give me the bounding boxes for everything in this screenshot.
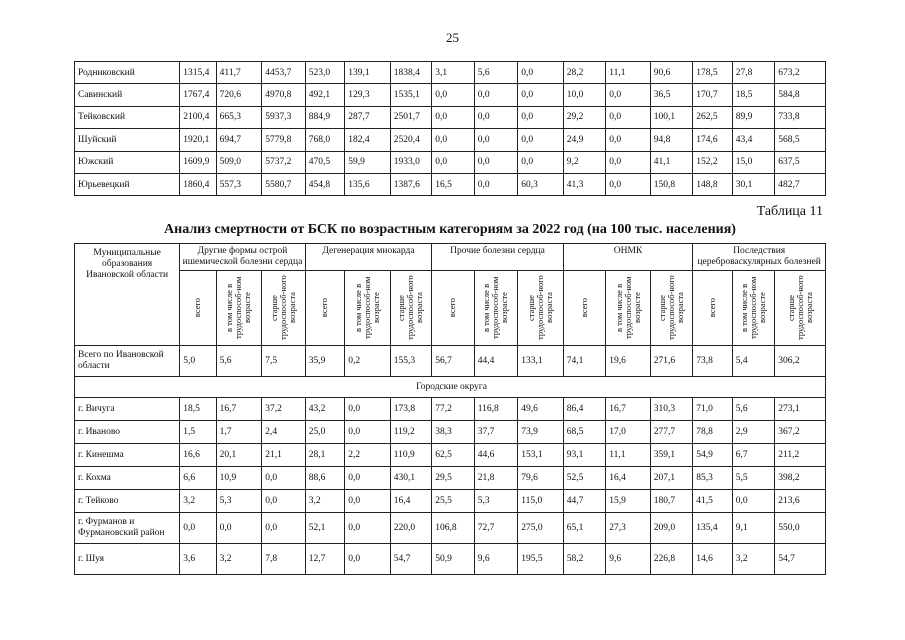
value-cell: 2,4 — [262, 421, 306, 444]
value-cell: 0,0 — [474, 173, 518, 195]
sub-header-cell — [606, 271, 651, 346]
value-cell: 262,5 — [693, 106, 732, 128]
value-cell: 359,1 — [650, 444, 693, 467]
value-cell: 584,8 — [775, 84, 826, 106]
row-name: г. Шуя — [75, 544, 180, 575]
sub-header-label: старше трудоспособ-ного возраста — [268, 275, 297, 341]
group-header-other-heart: Прочие болезни сердца — [432, 244, 564, 271]
value-cell: 0,0 — [216, 513, 262, 544]
total-row — [75, 346, 826, 377]
row-name: г. Кинешма — [75, 444, 180, 467]
value-cell: 3,6 — [180, 544, 216, 575]
value-cell: 148,8 — [693, 173, 732, 195]
value-cell: 7,8 — [262, 544, 306, 575]
value-cell: 275,0 — [518, 513, 564, 544]
value-cell: 174,6 — [693, 129, 732, 151]
sub-header-label: в том числе в трудоспособ-ном возрасте — [613, 276, 642, 340]
value-cell: 74,1 — [563, 346, 606, 377]
sub-header-label: старше трудоспособ-ного возраста — [396, 275, 425, 341]
sub-header-cell — [563, 271, 606, 346]
top-table-row — [75, 62, 826, 84]
sub-header-cell — [432, 271, 475, 346]
value-cell: 41,3 — [563, 173, 606, 195]
value-cell: 79,6 — [518, 467, 564, 490]
value-cell: 306,2 — [775, 346, 826, 377]
value-cell: 0,0 — [518, 106, 564, 128]
value-cell: 56,7 — [432, 346, 475, 377]
value-cell: 1838,4 — [390, 62, 431, 84]
row-name: г. Иваново — [75, 421, 180, 444]
value-cell: 54,7 — [390, 544, 432, 575]
row-name: Всего по Ивановской области — [75, 346, 180, 377]
value-cell: 5779,8 — [262, 129, 306, 151]
value-cell: 78,8 — [693, 421, 732, 444]
value-cell: 21,1 — [262, 444, 306, 467]
value-cell: 41,1 — [650, 151, 693, 173]
value-cell: 93,1 — [563, 444, 606, 467]
value-cell: 411,7 — [216, 62, 262, 84]
value-cell: 492,1 — [305, 84, 344, 106]
value-cell: 16,7 — [216, 398, 262, 421]
value-cell: 106,8 — [432, 513, 475, 544]
value-cell: 90,6 — [650, 62, 693, 84]
group-header-myocardial-degeneration: Дегенерация миокарда — [305, 244, 432, 271]
value-cell: 25,0 — [305, 421, 344, 444]
value-cell: 62,5 — [432, 444, 475, 467]
value-cell: 3,2 — [180, 490, 216, 513]
sub-header-cell — [345, 271, 391, 346]
value-cell: 16,5 — [432, 173, 475, 195]
value-cell: 28,2 — [563, 62, 606, 84]
sub-header-label: в том числе в трудоспособ-ном возрасте — [739, 276, 767, 340]
value-cell: 430,1 — [390, 467, 432, 490]
row-name: Юрьевецкий — [75, 173, 180, 195]
value-cell: 27,3 — [606, 513, 651, 544]
value-cell: 0,0 — [474, 129, 518, 151]
value-cell: 398,2 — [775, 467, 826, 490]
value-cell: 27,8 — [732, 62, 775, 84]
top-table-row — [75, 106, 826, 128]
value-cell: 0,0 — [518, 151, 564, 173]
value-cell: 0,0 — [345, 467, 391, 490]
value-cell: 2,9 — [732, 421, 775, 444]
sub-header-cell — [262, 271, 306, 346]
value-cell: 5,3 — [474, 490, 518, 513]
value-cell: 0,0 — [518, 84, 564, 106]
sub-header-label: в том числе в трудоспособ-ном возрасте — [224, 276, 253, 340]
value-cell: 213,6 — [775, 490, 826, 513]
value-cell: 1609,9 — [180, 151, 216, 173]
row-name: Савинский — [75, 84, 180, 106]
sub-header-cell — [732, 271, 775, 346]
value-cell: 173,8 — [390, 398, 432, 421]
value-cell: 0,0 — [432, 84, 475, 106]
sub-header-cell — [390, 271, 432, 346]
value-cell: 0,0 — [474, 84, 518, 106]
value-cell: 43,4 — [732, 129, 775, 151]
value-cell: 16,7 — [606, 398, 651, 421]
value-cell: 0,0 — [345, 513, 391, 544]
value-cell: 50,9 — [432, 544, 475, 575]
value-cell: 0,0 — [180, 513, 216, 544]
value-cell: 2100,4 — [180, 106, 216, 128]
value-cell: 482,7 — [775, 173, 826, 195]
value-cell: 180,7 — [650, 490, 693, 513]
value-cell: 54,7 — [775, 544, 826, 575]
value-cell: 89,9 — [732, 106, 775, 128]
value-cell: 9,6 — [474, 544, 518, 575]
value-cell: 0,0 — [345, 421, 391, 444]
value-cell: 207,1 — [650, 467, 693, 490]
value-cell: 5,4 — [732, 346, 775, 377]
value-cell: 60,3 — [518, 173, 564, 195]
value-cell: 16,4 — [606, 467, 651, 490]
value-cell: 454,8 — [305, 173, 344, 195]
value-cell: 0,0 — [432, 151, 475, 173]
value-cell: 150,8 — [650, 173, 693, 195]
value-cell: 271,6 — [650, 346, 693, 377]
table-row — [75, 513, 826, 544]
sub-header-cell — [216, 271, 262, 346]
value-cell: 94,8 — [650, 129, 693, 151]
value-cell: 182,4 — [345, 129, 391, 151]
value-cell: 0,0 — [518, 62, 564, 84]
sub-header-label: всего — [579, 298, 590, 318]
value-cell: 470,5 — [305, 151, 344, 173]
value-cell: 0,0 — [262, 513, 306, 544]
sub-header-label: всего — [447, 298, 458, 318]
value-cell: 88,6 — [305, 467, 344, 490]
value-cell: 155,3 — [390, 346, 432, 377]
row-name: Родниковский — [75, 62, 180, 84]
value-cell: 110,9 — [390, 444, 432, 467]
value-cell: 523,0 — [305, 62, 344, 84]
value-cell: 0,0 — [474, 106, 518, 128]
top-table-row — [75, 129, 826, 151]
value-cell: 287,7 — [345, 106, 391, 128]
group-header-acute-ischemic: Другие формы острой ишемической болезни сердца — [180, 244, 306, 271]
value-cell: 18,5 — [180, 398, 216, 421]
value-cell: 21,8 — [474, 467, 518, 490]
value-cell: 44,4 — [474, 346, 518, 377]
value-cell: 0,0 — [432, 106, 475, 128]
sub-header-cell — [305, 271, 344, 346]
value-cell: 1933,0 — [390, 151, 431, 173]
value-cell: 15,0 — [732, 151, 775, 173]
value-cell: 5,6 — [732, 398, 775, 421]
header-row-groups — [75, 244, 826, 271]
value-cell: 4970,8 — [262, 84, 306, 106]
value-cell: 49,6 — [518, 398, 564, 421]
row-name: Тейковский — [75, 106, 180, 128]
sub-header-cell — [474, 271, 518, 346]
value-cell: 3,2 — [732, 544, 775, 575]
value-cell: 2501,7 — [390, 106, 431, 128]
value-cell: 73,8 — [693, 346, 732, 377]
value-cell: 310,3 — [650, 398, 693, 421]
table-label: Таблица 11 — [756, 204, 823, 219]
value-cell: 29,2 — [563, 106, 606, 128]
top-table-row — [75, 173, 826, 195]
sub-header-cell — [518, 271, 564, 346]
value-cell: 153,1 — [518, 444, 564, 467]
value-cell: 0,0 — [732, 490, 775, 513]
value-cell: 220,0 — [390, 513, 432, 544]
value-cell: 100,1 — [650, 106, 693, 128]
group-header-onmk: ОНМК — [563, 244, 693, 271]
row-name: Шуйский — [75, 129, 180, 151]
table-row — [75, 398, 826, 421]
section-row — [75, 377, 826, 398]
value-cell: 52,5 — [563, 467, 606, 490]
value-cell: 4453,7 — [262, 62, 306, 84]
value-cell: 24,9 — [563, 129, 606, 151]
value-cell: 44,7 — [563, 490, 606, 513]
table-row — [75, 544, 826, 575]
value-cell: 733,8 — [775, 106, 826, 128]
value-cell: 665,3 — [216, 106, 262, 128]
value-cell: 52,1 — [305, 513, 344, 544]
value-cell: 637,5 — [775, 151, 826, 173]
value-cell: 0,0 — [474, 151, 518, 173]
value-cell: 2520,4 — [390, 129, 431, 151]
value-cell: 195,5 — [518, 544, 564, 575]
value-cell: 509,0 — [216, 151, 262, 173]
value-cell: 2,2 — [345, 444, 391, 467]
sub-header-cell — [775, 271, 826, 346]
value-cell: 133,1 — [518, 346, 564, 377]
value-cell: 0,0 — [262, 467, 306, 490]
row-name: г. Тейково — [75, 490, 180, 513]
value-cell: 6,6 — [180, 467, 216, 490]
value-cell: 12,7 — [305, 544, 344, 575]
sub-header-label: всего — [192, 298, 203, 318]
value-cell: 65,1 — [563, 513, 606, 544]
value-cell: 1920,1 — [180, 129, 216, 151]
value-cell: 19,6 — [606, 346, 651, 377]
value-cell: 77,2 — [432, 398, 475, 421]
value-cell: 1860,4 — [180, 173, 216, 195]
value-cell: 0,0 — [345, 398, 391, 421]
value-cell: 6,7 — [732, 444, 775, 467]
value-cell: 29,5 — [432, 467, 475, 490]
value-cell: 273,1 — [775, 398, 826, 421]
value-cell: 0,2 — [345, 346, 391, 377]
value-cell: 71,0 — [693, 398, 732, 421]
value-cell: 557,3 — [216, 173, 262, 195]
sub-header-label: всего — [319, 298, 330, 318]
value-cell: 1767,4 — [180, 84, 216, 106]
value-cell: 673,2 — [775, 62, 826, 84]
sub-header-cell — [180, 271, 216, 346]
value-cell: 568,5 — [775, 129, 826, 151]
value-cell: 3,2 — [305, 490, 344, 513]
value-cell: 37,2 — [262, 398, 306, 421]
value-cell: 5,0 — [180, 346, 216, 377]
main-table — [74, 243, 826, 575]
value-cell: 9,1 — [732, 513, 775, 544]
sub-header-label: старше трудоспособ-ного возраста — [526, 275, 555, 341]
value-cell: 0,0 — [606, 84, 651, 106]
value-cell: 35,9 — [305, 346, 344, 377]
table-row — [75, 467, 826, 490]
top-table-row — [75, 151, 826, 173]
value-cell: 18,5 — [732, 84, 775, 106]
value-cell: 0,0 — [606, 129, 651, 151]
value-cell: 9,2 — [563, 151, 606, 173]
value-cell: 25,5 — [432, 490, 475, 513]
value-cell: 58,2 — [563, 544, 606, 575]
table-row — [75, 421, 826, 444]
value-cell: 0,0 — [262, 490, 306, 513]
value-cell: 44,6 — [474, 444, 518, 467]
value-cell: 10,0 — [563, 84, 606, 106]
value-cell: 135,4 — [693, 513, 732, 544]
value-cell: 277,7 — [650, 421, 693, 444]
value-cell: 73,9 — [518, 421, 564, 444]
value-cell: 10,9 — [216, 467, 262, 490]
value-cell: 0,0 — [432, 129, 475, 151]
value-cell: 14,6 — [693, 544, 732, 575]
table-row — [75, 444, 826, 467]
value-cell: 28,1 — [305, 444, 344, 467]
group-header-cerebrovascular: Последствия цереброваскулярных болезней — [693, 244, 826, 271]
value-cell: 5,6 — [474, 62, 518, 84]
value-cell: 36,5 — [650, 84, 693, 106]
value-cell: 7,5 — [262, 346, 306, 377]
value-cell: 86,4 — [563, 398, 606, 421]
value-cell: 11,1 — [606, 62, 651, 84]
value-cell: 17,0 — [606, 421, 651, 444]
value-cell: 16,4 — [390, 490, 432, 513]
value-cell: 129,3 — [345, 84, 391, 106]
value-cell: 15,9 — [606, 490, 651, 513]
value-cell: 1315,4 — [180, 62, 216, 84]
section-label: Городские округа — [75, 377, 826, 398]
value-cell: 720,6 — [216, 84, 262, 106]
top-table-row — [75, 84, 826, 106]
value-cell: 211,2 — [775, 444, 826, 467]
value-cell: 3,1 — [432, 62, 475, 84]
value-cell: 116,8 — [474, 398, 518, 421]
value-cell: 226,8 — [650, 544, 693, 575]
sub-header-label: старше трудоспособ-ного возраста — [657, 275, 686, 341]
value-cell: 5937,3 — [262, 106, 306, 128]
table-title: Анализ смертности от БСК по возрастным категориям за 2022 год (на 100 тыс. населения) — [164, 222, 736, 237]
row-name: Южский — [75, 151, 180, 173]
value-cell: 54,9 — [693, 444, 732, 467]
value-cell: 367,2 — [775, 421, 826, 444]
value-cell: 135,6 — [345, 173, 391, 195]
value-cell: 0,0 — [606, 173, 651, 195]
sub-header-label: старше трудоспособ-ного возраста — [785, 275, 814, 341]
value-cell: 5580,7 — [262, 173, 306, 195]
header-row-sub — [75, 271, 826, 346]
value-cell: 152,2 — [693, 151, 732, 173]
row-name: г. Вичуга — [75, 398, 180, 421]
municipal-header: Муниципальные образования Ивановской области — [75, 244, 180, 346]
value-cell: 884,9 — [305, 106, 344, 128]
sub-header-cell — [693, 271, 732, 346]
value-cell: 5,3 — [216, 490, 262, 513]
value-cell: 20,1 — [216, 444, 262, 467]
value-cell: 3,2 — [216, 544, 262, 575]
value-cell: 1,5 — [180, 421, 216, 444]
sub-header-label: всего — [707, 298, 718, 318]
value-cell: 170,7 — [693, 84, 732, 106]
top-table — [74, 61, 826, 196]
value-cell: 139,1 — [345, 62, 391, 84]
value-cell: 0,0 — [518, 129, 564, 151]
value-cell: 178,5 — [693, 62, 732, 84]
value-cell: 694,7 — [216, 129, 262, 151]
value-cell: 16,6 — [180, 444, 216, 467]
value-cell: 41,5 — [693, 490, 732, 513]
sub-header-cell — [650, 271, 693, 346]
value-cell: 5,5 — [732, 467, 775, 490]
value-cell: 1387,6 — [390, 173, 431, 195]
value-cell: 72,7 — [474, 513, 518, 544]
value-cell: 59,9 — [345, 151, 391, 173]
value-cell: 1,7 — [216, 421, 262, 444]
value-cell: 1535,1 — [390, 84, 431, 106]
page-number: 25 — [446, 30, 459, 45]
sub-header-label: в том числе в трудоспособ-ном возрасте — [352, 276, 381, 340]
value-cell: 5,6 — [216, 346, 262, 377]
table-row — [75, 490, 826, 513]
value-cell: 43,2 — [305, 398, 344, 421]
value-cell: 30,1 — [732, 173, 775, 195]
value-cell: 11,1 — [606, 444, 651, 467]
value-cell: 115,0 — [518, 490, 564, 513]
value-cell: 0,0 — [606, 106, 651, 128]
row-name: г. Кохма — [75, 467, 180, 490]
value-cell: 85,3 — [693, 467, 732, 490]
sub-header-label: в том числе в трудоспособ-ном возрасте — [481, 276, 510, 340]
value-cell: 768,0 — [305, 129, 344, 151]
row-name: г. Фурманов и Фурмановский район — [75, 513, 180, 544]
value-cell: 5737,2 — [262, 151, 306, 173]
value-cell: 209,0 — [650, 513, 693, 544]
value-cell: 68,5 — [563, 421, 606, 444]
value-cell: 550,0 — [775, 513, 826, 544]
value-cell: 0,0 — [345, 544, 391, 575]
value-cell: 0,0 — [606, 151, 651, 173]
value-cell: 37,7 — [474, 421, 518, 444]
value-cell: 119,2 — [390, 421, 432, 444]
value-cell: 0,0 — [345, 490, 391, 513]
value-cell: 38,3 — [432, 421, 475, 444]
value-cell: 9,6 — [606, 544, 651, 575]
